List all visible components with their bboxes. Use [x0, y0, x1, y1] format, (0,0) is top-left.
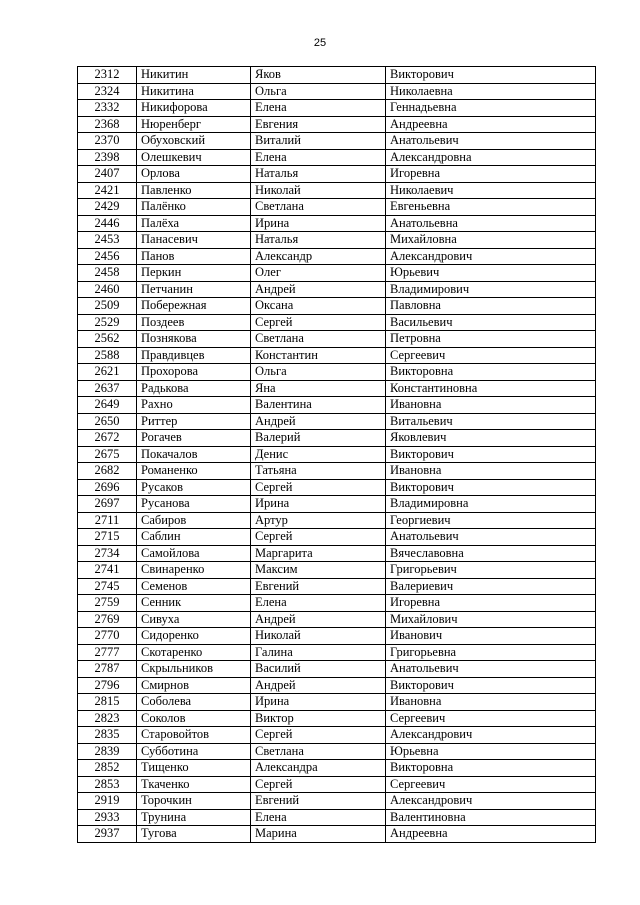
patronymic-cell: Викторовна [386, 364, 596, 381]
id-cell: 2777 [78, 644, 137, 661]
table-row [78, 67, 596, 84]
id-cell: 2368 [78, 116, 137, 133]
given-name-cell: Елена [251, 595, 386, 612]
id-cell: 2637 [78, 380, 137, 397]
surname-cell: Палёнко [137, 199, 251, 216]
roster-table [77, 66, 596, 843]
table-row [78, 628, 596, 645]
id-cell: 2835 [78, 727, 137, 744]
given-name-cell: Александр [251, 248, 386, 265]
patronymic-cell: Григорьевна [386, 644, 596, 661]
id-cell: 2745 [78, 578, 137, 595]
patronymic-cell: Витальевич [386, 413, 596, 430]
surname-cell: Сабиров [137, 512, 251, 529]
surname-cell: Панасевич [137, 232, 251, 249]
id-cell: 2853 [78, 776, 137, 793]
given-name-cell: Ирина [251, 496, 386, 513]
given-name-cell: Маргарита [251, 545, 386, 562]
given-name-cell: Виктор [251, 710, 386, 727]
surname-cell: Поздеев [137, 314, 251, 331]
patronymic-cell: Валентиновна [386, 809, 596, 826]
id-cell: 2650 [78, 413, 137, 430]
patronymic-cell: Александрович [386, 793, 596, 810]
given-name-cell: Оксана [251, 298, 386, 315]
id-cell: 2446 [78, 215, 137, 232]
id-cell: 2919 [78, 793, 137, 810]
id-cell: 2759 [78, 595, 137, 612]
surname-cell: Риттер [137, 413, 251, 430]
given-name-cell: Сергей [251, 776, 386, 793]
patronymic-cell: Георгиевич [386, 512, 596, 529]
surname-cell: Романенко [137, 463, 251, 480]
surname-cell: Рогачев [137, 430, 251, 447]
given-name-cell: Валерий [251, 430, 386, 447]
id-cell: 2649 [78, 397, 137, 414]
table-row [78, 694, 596, 711]
table-row [78, 100, 596, 117]
table-row [78, 232, 596, 249]
table-row [78, 661, 596, 678]
patronymic-cell: Викторовна [386, 760, 596, 777]
given-name-cell: Евгений [251, 578, 386, 595]
patronymic-cell: Викторович [386, 479, 596, 496]
surname-cell: Никитина [137, 83, 251, 100]
given-name-cell: Евгения [251, 116, 386, 133]
given-name-cell: Елена [251, 100, 386, 117]
table-row [78, 265, 596, 282]
given-name-cell: Ирина [251, 694, 386, 711]
id-cell: 2675 [78, 446, 137, 463]
patronymic-cell: Александрович [386, 248, 596, 265]
table-row [78, 743, 596, 760]
table-row [78, 413, 596, 430]
id-cell: 2696 [78, 479, 137, 496]
id-cell: 2456 [78, 248, 137, 265]
id-cell: 2933 [78, 809, 137, 826]
id-cell: 2453 [78, 232, 137, 249]
id-cell: 2370 [78, 133, 137, 150]
table-row [78, 529, 596, 546]
patronymic-cell: Петровна [386, 331, 596, 348]
surname-cell: Скотаренко [137, 644, 251, 661]
id-cell: 2769 [78, 611, 137, 628]
table-row [78, 116, 596, 133]
patronymic-cell: Яковлевич [386, 430, 596, 447]
given-name-cell: Андрей [251, 611, 386, 628]
given-name-cell: Наталья [251, 166, 386, 183]
given-name-cell: Артур [251, 512, 386, 529]
table-row [78, 397, 596, 414]
given-name-cell: Денис [251, 446, 386, 463]
given-name-cell: Яна [251, 380, 386, 397]
id-cell: 2711 [78, 512, 137, 529]
patronymic-cell: Николаевна [386, 83, 596, 100]
given-name-cell: Олег [251, 265, 386, 282]
id-cell: 2852 [78, 760, 137, 777]
surname-cell: Семенов [137, 578, 251, 595]
surname-cell: Тищенко [137, 760, 251, 777]
surname-cell: Сенник [137, 595, 251, 612]
patronymic-cell: Анатольевич [386, 529, 596, 546]
id-cell: 2398 [78, 149, 137, 166]
table-row [78, 364, 596, 381]
given-name-cell: Светлана [251, 743, 386, 760]
surname-cell: Перкин [137, 265, 251, 282]
given-name-cell: Константин [251, 347, 386, 364]
id-cell: 2421 [78, 182, 137, 199]
surname-cell: Правдивцев [137, 347, 251, 364]
surname-cell: Субботина [137, 743, 251, 760]
id-cell: 2312 [78, 67, 137, 84]
patronymic-cell: Анатольевна [386, 215, 596, 232]
id-cell: 2324 [78, 83, 137, 100]
id-cell: 2734 [78, 545, 137, 562]
id-cell: 2697 [78, 496, 137, 513]
id-cell: 2682 [78, 463, 137, 480]
patronymic-cell: Андреевна [386, 826, 596, 843]
surname-cell: Ткаченко [137, 776, 251, 793]
surname-cell: Прохорова [137, 364, 251, 381]
table-row [78, 809, 596, 826]
id-cell: 2796 [78, 677, 137, 694]
table-row [78, 430, 596, 447]
surname-cell: Сивуха [137, 611, 251, 628]
surname-cell: Соколов [137, 710, 251, 727]
patronymic-cell: Валериевич [386, 578, 596, 595]
patronymic-cell: Иванович [386, 628, 596, 645]
surname-cell: Сидоренко [137, 628, 251, 645]
id-cell: 2621 [78, 364, 137, 381]
given-name-cell: Николай [251, 182, 386, 199]
table-row [78, 496, 596, 513]
id-cell: 2672 [78, 430, 137, 447]
table-row [78, 578, 596, 595]
patronymic-cell: Игоревна [386, 166, 596, 183]
patronymic-cell: Павловна [386, 298, 596, 315]
given-name-cell: Андрей [251, 677, 386, 694]
given-name-cell: Валентина [251, 397, 386, 414]
given-name-cell: Марина [251, 826, 386, 843]
patronymic-cell: Юрьевич [386, 265, 596, 282]
id-cell: 2787 [78, 661, 137, 678]
table-row [78, 331, 596, 348]
table-row [78, 727, 596, 744]
table-row [78, 199, 596, 216]
table-row [78, 149, 596, 166]
patronymic-cell: Николаевич [386, 182, 596, 199]
table-row [78, 710, 596, 727]
given-name-cell: Светлана [251, 331, 386, 348]
table-row [78, 826, 596, 843]
surname-cell: Обуховский [137, 133, 251, 150]
table-row [78, 298, 596, 315]
id-cell: 2460 [78, 281, 137, 298]
surname-cell: Торочкин [137, 793, 251, 810]
given-name-cell: Андрей [251, 413, 386, 430]
surname-cell: Старовойтов [137, 727, 251, 744]
given-name-cell: Яков [251, 67, 386, 84]
surname-cell: Познякова [137, 331, 251, 348]
table-row [78, 611, 596, 628]
given-name-cell: Андрей [251, 281, 386, 298]
patronymic-cell: Вячеславовна [386, 545, 596, 562]
surname-cell: Покачалов [137, 446, 251, 463]
id-cell: 2332 [78, 100, 137, 117]
id-cell: 2715 [78, 529, 137, 546]
patronymic-cell: Александрович [386, 727, 596, 744]
given-name-cell: Ольга [251, 83, 386, 100]
given-name-cell: Светлана [251, 199, 386, 216]
id-cell: 2823 [78, 710, 137, 727]
given-name-cell: Николай [251, 628, 386, 645]
surname-cell: Никифорова [137, 100, 251, 117]
patronymic-cell: Григорьевич [386, 562, 596, 579]
given-name-cell: Виталий [251, 133, 386, 150]
surname-cell: Радькова [137, 380, 251, 397]
surname-cell: Петчанин [137, 281, 251, 298]
surname-cell: Павленко [137, 182, 251, 199]
id-cell: 2741 [78, 562, 137, 579]
patronymic-cell: Владимировна [386, 496, 596, 513]
given-name-cell: Галина [251, 644, 386, 661]
id-cell: 2562 [78, 331, 137, 348]
given-name-cell: Ирина [251, 215, 386, 232]
id-cell: 2509 [78, 298, 137, 315]
table-row [78, 446, 596, 463]
surname-cell: Нюренберг [137, 116, 251, 133]
given-name-cell: Сергей [251, 529, 386, 546]
table-row [78, 347, 596, 364]
patronymic-cell: Ивановна [386, 694, 596, 711]
patronymic-cell: Михайловна [386, 232, 596, 249]
patronymic-cell: Ивановна [386, 463, 596, 480]
patronymic-cell: Андреевна [386, 116, 596, 133]
surname-cell: Саблин [137, 529, 251, 546]
patronymic-cell: Александровна [386, 149, 596, 166]
surname-cell: Олешкевич [137, 149, 251, 166]
given-name-cell: Елена [251, 809, 386, 826]
surname-cell: Трунина [137, 809, 251, 826]
surname-cell: Самойлова [137, 545, 251, 562]
table-row [78, 677, 596, 694]
given-name-cell: Сергей [251, 479, 386, 496]
id-cell: 2588 [78, 347, 137, 364]
patronymic-cell: Анатольевич [386, 661, 596, 678]
patronymic-cell: Михайлович [386, 611, 596, 628]
patronymic-cell: Сергеевич [386, 347, 596, 364]
patronymic-cell: Ивановна [386, 397, 596, 414]
patronymic-cell: Анатольевич [386, 133, 596, 150]
given-name-cell: Евгений [251, 793, 386, 810]
table-row [78, 595, 596, 612]
surname-cell: Свинаренко [137, 562, 251, 579]
table-row [78, 248, 596, 265]
patronymic-cell: Сергеевич [386, 710, 596, 727]
given-name-cell: Наталья [251, 232, 386, 249]
table-row [78, 463, 596, 480]
given-name-cell: Максим [251, 562, 386, 579]
table-row [78, 479, 596, 496]
table-row [78, 166, 596, 183]
roster-body [78, 67, 596, 843]
id-cell: 2815 [78, 694, 137, 711]
patronymic-cell: Константиновна [386, 380, 596, 397]
patronymic-cell: Игоревна [386, 595, 596, 612]
surname-cell: Панов [137, 248, 251, 265]
patronymic-cell: Викторович [386, 67, 596, 84]
surname-cell: Русанова [137, 496, 251, 513]
patronymic-cell: Васильевич [386, 314, 596, 331]
id-cell: 2529 [78, 314, 137, 331]
patronymic-cell: Викторович [386, 677, 596, 694]
table-row [78, 545, 596, 562]
given-name-cell: Василий [251, 661, 386, 678]
surname-cell: Орлова [137, 166, 251, 183]
given-name-cell: Александра [251, 760, 386, 777]
id-cell: 2839 [78, 743, 137, 760]
id-cell: 2770 [78, 628, 137, 645]
table-row [78, 133, 596, 150]
surname-cell: Побережная [137, 298, 251, 315]
given-name-cell: Сергей [251, 314, 386, 331]
surname-cell: Никитин [137, 67, 251, 84]
patronymic-cell: Геннадьевна [386, 100, 596, 117]
given-name-cell: Ольга [251, 364, 386, 381]
page-number: 25 [313, 37, 327, 49]
table-row [78, 512, 596, 529]
given-name-cell: Татьяна [251, 463, 386, 480]
patronymic-cell: Сергеевич [386, 776, 596, 793]
id-cell: 2937 [78, 826, 137, 843]
id-cell: 2429 [78, 199, 137, 216]
table-row [78, 83, 596, 100]
table-row [78, 793, 596, 810]
patronymic-cell: Викторович [386, 446, 596, 463]
table-row [78, 215, 596, 232]
table-row [78, 182, 596, 199]
id-cell: 2458 [78, 265, 137, 282]
surname-cell: Скрыльников [137, 661, 251, 678]
table-row [78, 776, 596, 793]
table-row [78, 562, 596, 579]
table-row [78, 314, 596, 331]
table-row [78, 644, 596, 661]
surname-cell: Тугова [137, 826, 251, 843]
patronymic-cell: Юрьевна [386, 743, 596, 760]
id-cell: 2407 [78, 166, 137, 183]
surname-cell: Смирнов [137, 677, 251, 694]
surname-cell: Русаков [137, 479, 251, 496]
surname-cell: Палёха [137, 215, 251, 232]
patronymic-cell: Владимирович [386, 281, 596, 298]
surname-cell: Соболева [137, 694, 251, 711]
given-name-cell: Елена [251, 149, 386, 166]
given-name-cell: Сергей [251, 727, 386, 744]
table-row [78, 281, 596, 298]
table-row [78, 760, 596, 777]
surname-cell: Рахно [137, 397, 251, 414]
patronymic-cell: Евгеньевна [386, 199, 596, 216]
table-row [78, 380, 596, 397]
